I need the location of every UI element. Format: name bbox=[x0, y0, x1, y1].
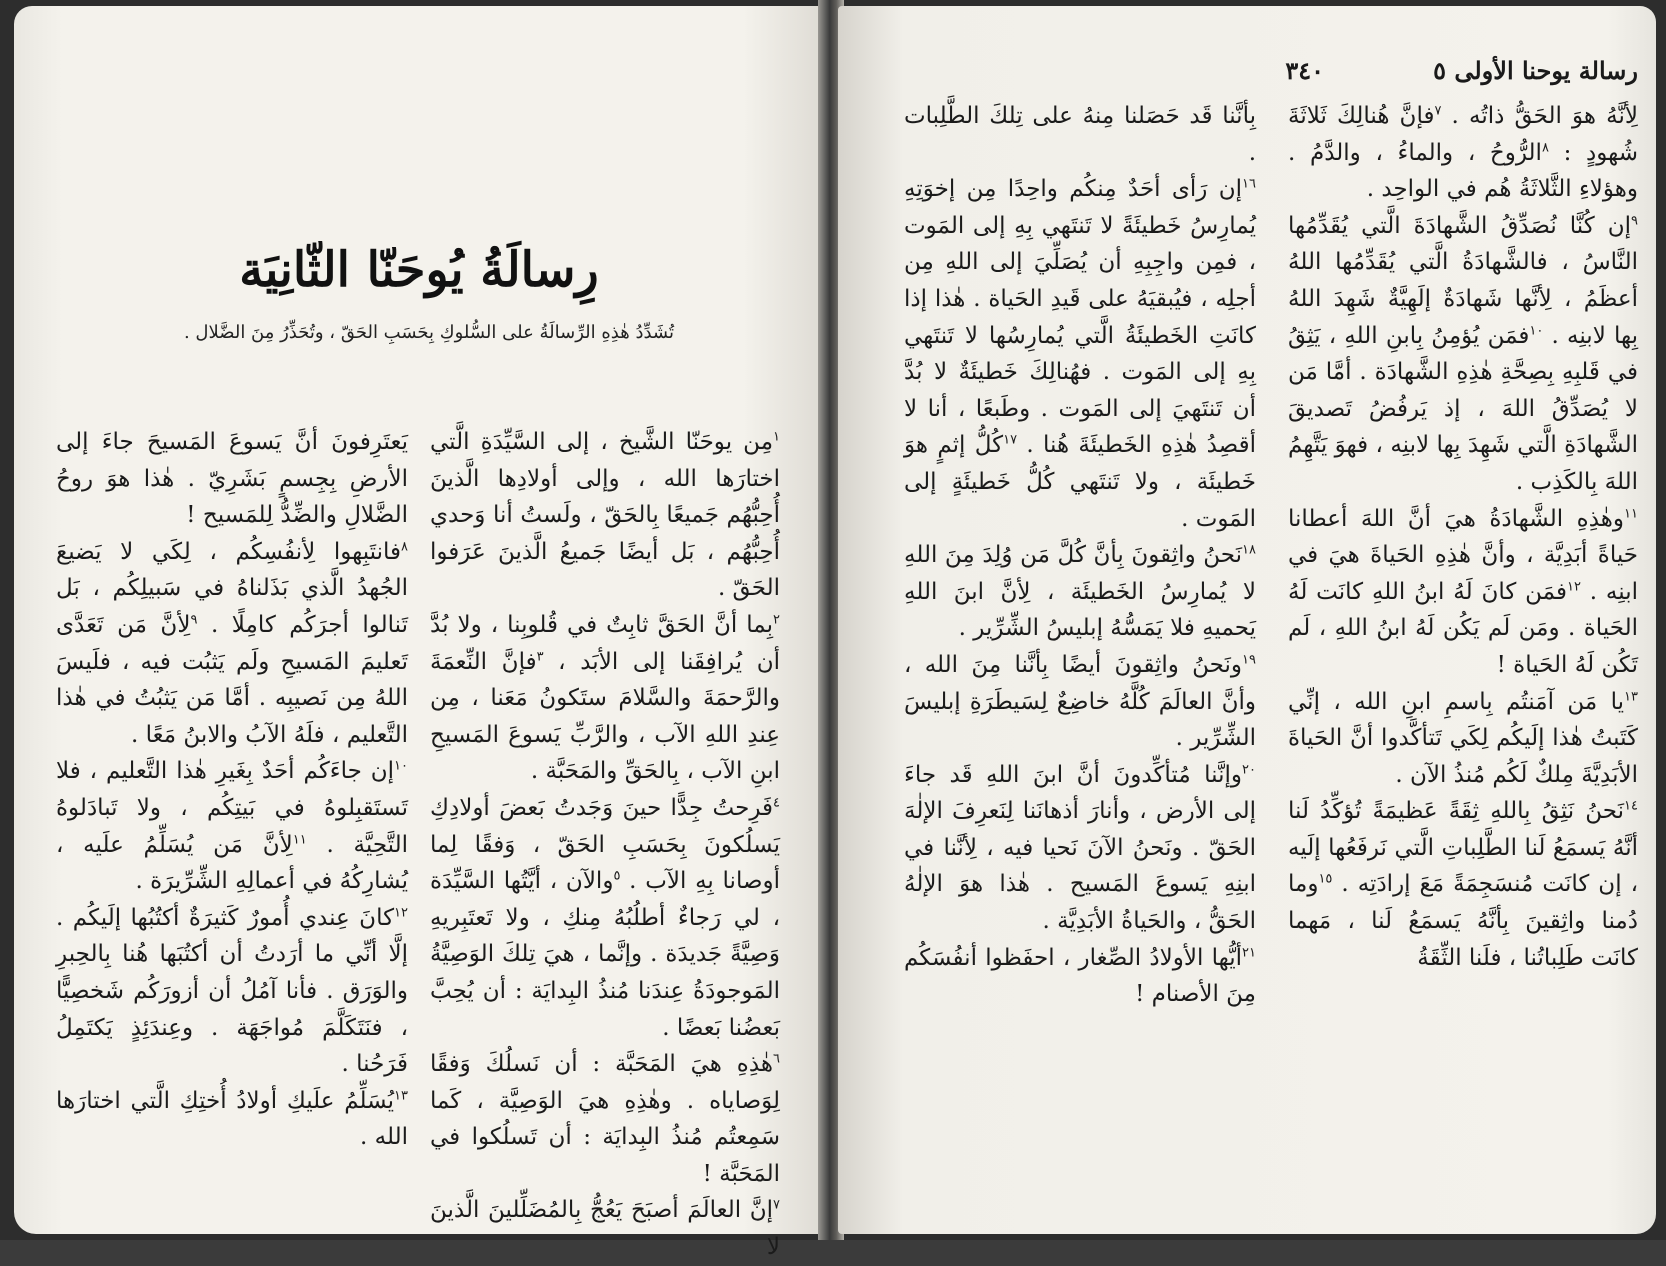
verse-paragraph: بِأنَّنا قَد حَصَلنا مِنهُ على تِلكَ الطَّلِبات . bbox=[904, 103, 1256, 166]
verse-paragraph: $^{١٩}$ونَحنُ واثِقونَ أيضًا بِأنَّنا مِنَ الله ، وأنَّ العالَمَ كُلَّهُ خاضِعٌ لِسَيطَرَةِ إبليسَ الشِّرِّير . bbox=[904, 651, 1256, 752]
verse-paragraph: $^٩$إن كُنَّا نُصَدِّقُ الشَّهادَةَ الَّتي يُقَدِّمُها النَّاسُ ، فالشَّهادَةُ الَّتي يُقَدِّمُها اللهُ أعظَمُ ، لِأنَّها شَهادَةٌ إلَهِيَّةٌ شَهِدَ اللهُ بِها لابنِه . $^{١٠}$فمَن يُؤمِنُ بِابنِ اللهِ ، يَثِقُ في قَلبِهِ بِصِحَّةِ هٰذِهِ الشَّهادَة . أمَّا مَن لا يُصَدِّقُ اللهَ ، إذ يَرفُضُ تَصديقَ الشَّهادَةِ الَّتي شَهِدَ بِها لابنِه ، فهوَ يَتَّهِمُ اللهَ بِالكَذِب . bbox=[1288, 212, 1639, 495]
left-page bbox=[14, 6, 824, 1261]
verse-paragraph: $^١$مِن يوحَنّا الشَّيخ ، إلى السَّيِّدَةِ الَّتي اختارَها الله ، وإلى أولادِها الَّذينَ أُحِبُّهُم جَميعًا بِالحَقّ ، ولَستُ أنا وَحدي أُحِبُّهُم ، بَل أيضًا جَميعُ الَّذينَ عَرَفوا الحَقّ . bbox=[430, 429, 780, 602]
right-column-1 bbox=[1288, 98, 1638, 976]
running-head bbox=[838, 52, 1656, 92]
chapter-summary: تُشَدِّدُ هٰذِهِ الرِّسالَةُ على السُّلوكِ بِحَسَبِ الحَقّ ، وتُحَذِّرُ مِنَ الضَّلال . bbox=[183, 322, 674, 343]
verse-paragraph: $^{١١}$وهٰذِهِ الشَّهادَةُ هيَ أنَّ اللهَ أعطانا حَياةً أبَدِيَّة ، وأنَّ هٰذِهِ الحَياةَ هيَ في ابنِه . $^{١٢}$فمَن كانَ لَهُ ابنُ اللهِ كانَت لَهُ الحَياة . ومَن لَم يَكُن لَهُ ابنُ اللهِ ، لَم تَكُن لَهُ الحَياة ! bbox=[1288, 505, 1638, 678]
verse-paragraph: $^{١٢}$كانَ عِندي أُمورٌ كَثيرَةٌ أكتُبُها إلَيكُم . إلَّا أنِّي ما أرَدتُ أن أكتُبَها هُنا بِالحِبرِ والوَرَق . فأنا آمُلُ أن أزورَكُم شَخصِيًّا ، فنَتَكَلَّمَ مُواجَهَة . وعِندَئِذٍ يَكتَمِلُ فَرَحُنا . bbox=[56, 904, 408, 1078]
verse-paragraph: $^٧$إنَّ العالَمَ أصبَحَ يَعُجُّ بِالمُضَلِّلينَ الَّذينَ لا bbox=[430, 1197, 780, 1261]
page-number: ٣٤٠ bbox=[1285, 56, 1324, 85]
verse-paragraph: $^{١٣}$يا مَن آمَنتُم بِاسمِ ابنِ الله ، إنِّي كَتَبتُ هٰذا إلَيكُم لِكَي تَتأكَّدوا أنَّ الحَياةَ الأبَدِيَّةَ مِلكٌ لَكُم مُنذُ الآن . bbox=[1288, 688, 1638, 788]
verse-paragraph: $^٢$بِما أنَّ الحَقَّ ثابِتٌ في قُلوبِنا ، ولا بُدَّ أن يُرافِقَنا إلى الأبَد ، $^٣$فإنَّ النِّعمَةَ والرَّحمَةَ والسَّلامَ ستَكونُ مَعَنا ، مِن عِندِ اللهِ الآب ، والرَّبِّ يَسوعَ المَسيحِ ابنِ الآب ، بِالحَقِّ والمَحَبَّة . bbox=[430, 611, 780, 785]
verse-paragraph: $^{١٠}$إن جاءَكُم أحَدٌ بِغَيرِ هٰذا التَّعليم ، فلا تَستَقبِلوهُ في بَيتِكُم ، ولا تَبادَلوهُ التَّحِيَّة . $^{١١}$لِأنَّ مَن يُسَلِّمُ علَيه ، يُشارِكُهُ في أعمالِهِ الشِّرِّيرَة . bbox=[56, 758, 408, 895]
verse-paragraph: $^٦$هٰذِهِ هيَ المَحَبَّة : أن نَسلُكَ وَفقًا لِوَصاياه . وهٰذِهِ هيَ الوَصِيَّة ، كَما سَمِعتُم مُنذُ البِدايَة : أن تَسلُكوا في المَحَبَّة ! bbox=[430, 1051, 780, 1187]
verse-paragraph: $^٨$فانتَبِهوا لِأنفُسِكُم ، لِكَي لا يَضيعَ الجُهدُ الَّذي بَذَلناهُ في سَبيلِكُم ، بَل تَنالوا أجرَكُم كامِلًا . $^٩$لِأنَّ مَن تَعَدَّى تَعليمَ المَسيحِ ولَم يَثبُت فيه ، فلَيسَ اللهُ مِن نَصيبِه . أمَّا مَن يَثبُتُ في هٰذا التَّعليم ، فلَهُ الآبُ والابنُ مَعًا . bbox=[56, 538, 409, 748]
verse-paragraph: $^{١٨}$نَحنُ واثِقونَ بِأنَّ كُلَّ مَن وُلِدَ مِنَ اللهِ لا يُمارِسُ الخَطيئَة ، لِأنَّ ابنَ اللهِ يَحميهِ فلا يَمَسُّهُ إبليسُ الشِّرِّير . bbox=[904, 542, 1256, 642]
left-column-1 bbox=[430, 424, 780, 1266]
verse-paragraph: $^{١٤}$نَحنُ نَثِقُ بِاللهِ ثِقَةً عَظيمَةً تُؤكِّدُ لَنا أنَّهُ يَسمَعُ لَنا الطَّلِباتِ الَّتي نَرفَعُها إلَيه ، إن كانَت مُنسَجِمَةً مَعَ إرادَتِه . $^{١٥}$وما دُمنا واثِقينَ بِأنَّهُ يَسمَعُ لَنا ، مَهما كانَت طَلِباتُنا ، فلَنا الثِّقَةُ bbox=[1288, 798, 1638, 971]
right-page bbox=[838, 6, 1656, 1234]
verse-paragraph: $^{٢١}$أيُّها الأولادُ الصِّغار ، احفَظوا أنفُسَكُم مِنَ الأصنام ! bbox=[904, 944, 1256, 1008]
running-title: رسالة يوحنا الأولى ٥ bbox=[1433, 56, 1638, 85]
right-column-2 bbox=[904, 98, 1256, 1013]
verse-paragraph: $^٤$فَرِحتُ جِدًّا حينَ وَجَدتُ بَعضَ أولادِكِ يَسلُكونَ بِحَسَبِ الحَقّ ، وَفقًا لِما أوصانا بِهِ الآب . $^٥$والآن ، أيَّتُها السَّيِّدَة ، لي رَجاءٌ أطلُبُهُ مِنكِ ، ولا تَعتَبِريهِ وَصِيَّةً جَديدَة . وإنَّما ، هيَ تِلكَ الوَصِيَّةُ المَوجودَةُ عِندَنا مُنذُ البِدايَة : أن يُحِبَّ بَعضُنا بَعضًا . bbox=[430, 794, 780, 1041]
verse-paragraph: $^{١٦}$إن رَأى أحَدٌ مِنكُم واحِدًا مِن إخوَتِهِ يُمارِسُ خَطيئَةً لا تَنتَهي بِهِ إلى المَوت ، فمِن واجِبِهِ أن يُصَلِّيَ إلى اللهِ مِن أجلِه ، فيُبقيَهُ على قَيدِ الحَياة . هٰذا إذا كانَتِ الخَطيئَةُ الَّتي يُمارِسُها لا تَنتَهي بِهِ إلى المَوت . فهُنالِكَ خَطيئَةٌ لا بُدَّ أن تَنتَهيَ إلى المَوت . وطَبعًا ، أنا لا أقصِدُ هٰذِهِ الخَطيئَةَ هُنا . $^{١٧}$كُلُّ إثمٍ هوَ خَطيئَة ، ولا تَنتَهي كُلُّ خَطيئَةٍ إلى المَوت . bbox=[904, 176, 1256, 532]
verse-paragraph: $^{١٣}$يُسَلِّمُ علَيكِ أولادُ أُختِكِ الَّتي اختارَها الله . bbox=[56, 1087, 408, 1151]
verse-paragraph: $^{٢٠}$وإنَّنا مُتأكِّدونَ أنَّ ابنَ اللهِ قَد جاءَ إلى الأرض ، وأنارَ أذهانَنا لِنَعرِفَ الإلٰهَ الحَقّ . ونَحنُ الآنَ نَحيا فيه ، لِأنَّنا في ابنِهِ يَسوعَ المَسيح . هٰذا هوَ الإلٰهُ الحَقُّ ، والحَياةُ الأبَدِيَّة . bbox=[904, 761, 1256, 935]
book-title: رِسالَةُ يُوحَنّا الثّانِيَة bbox=[239, 242, 599, 298]
verse-paragraph: لِأنَّهُ هوَ الحَقُّ ذاتُه . $^٧$فإنَّ هُنالِكَ ثَلاثَةَ شُهودٍ : $^٨$الرُّوحُ ، والماءُ ، والدَّمُ . وهؤلاءِ الثَّلاثَةُ هُم في الواحِد . bbox=[1288, 103, 1639, 203]
verse-paragraph: يَعتَرِفونَ أنَّ يَسوعَ المَسيحَ جاءَ إلى الأرضِ بِجِسمٍ بَشَرِيّ . هٰذا هوَ روحُ الضَّلالِ والضِّدُّ لِلمَسيح ! bbox=[56, 429, 408, 529]
left-column-2 bbox=[56, 424, 408, 1156]
